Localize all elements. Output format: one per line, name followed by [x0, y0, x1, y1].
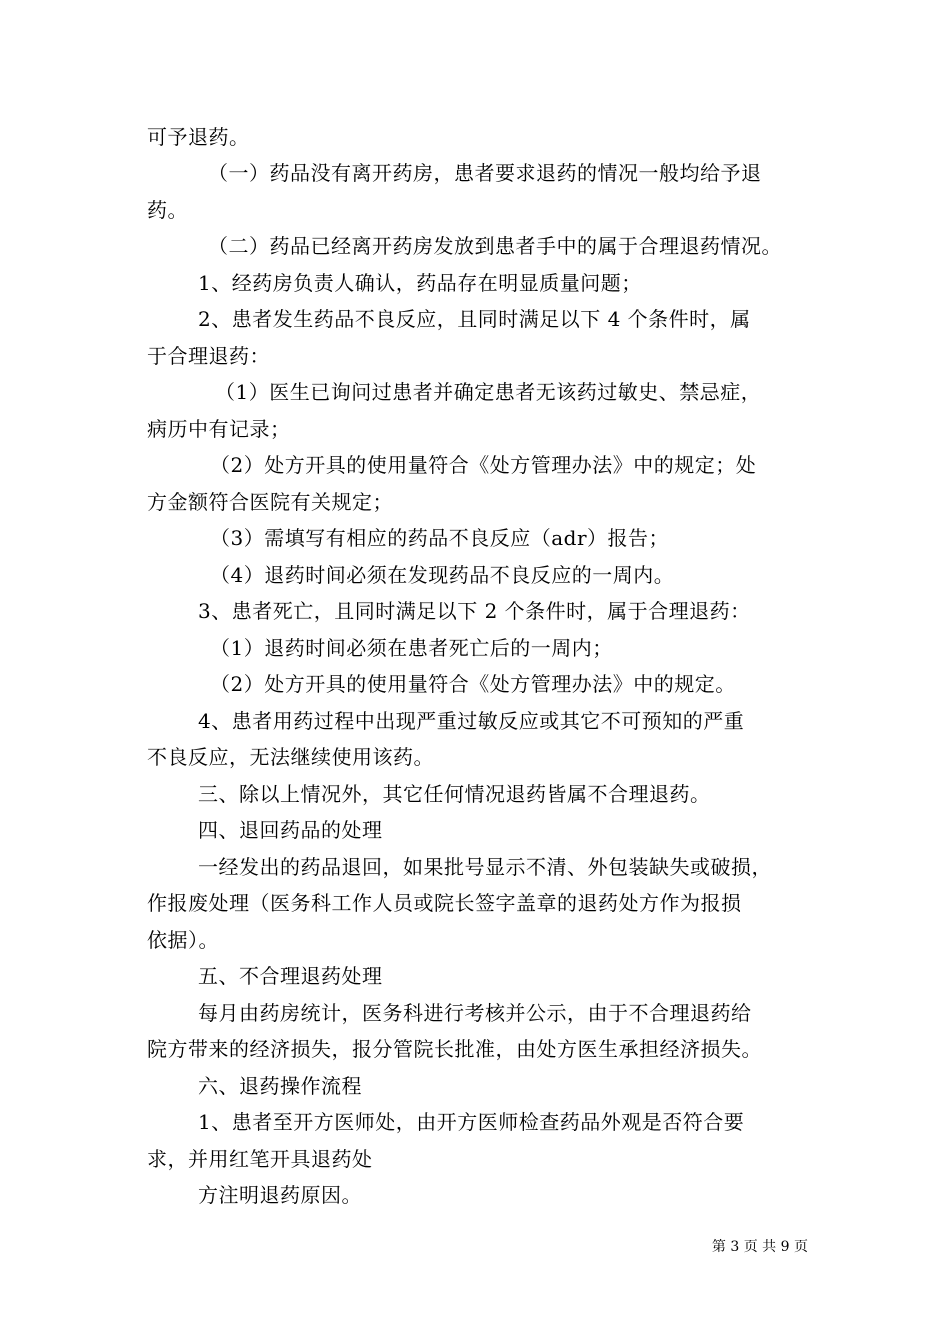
text-line: （4）退药时间必须在发现药品不良反应的一周内。: [210, 563, 675, 587]
text-line: （一）药品没有离开药房，患者要求退药的情况一般均给予退: [208, 161, 762, 185]
text-line: 每月由药房统计，医务科进行考核并公示，由于不合理退药给: [198, 1001, 752, 1025]
text-line: 不良反应，无法继续使用该药。: [147, 745, 434, 769]
text-line: （二）药品已经离开药房发放到患者手中的属于合理退药情况。: [208, 234, 782, 258]
text-line: 药。: [147, 198, 188, 222]
text-line: 依据）。: [147, 928, 219, 952]
text-line: （1）医生已询问过患者并确定患者无该药过敏史、禁忌症，: [215, 380, 762, 404]
text-line: （3）需填写有相应的药品不良反应（adr）报告；: [210, 526, 670, 550]
text-line: 方注明退药原因。: [198, 1183, 362, 1207]
text-line: 1、患者至开方医师处，由开方医师检查药品外观是否符合要: [198, 1110, 745, 1134]
page-number-footer: 第 3 页 共 9 页: [711, 1239, 808, 1255]
text-line: （1）退药时间必须在患者死亡后的一周内；: [210, 636, 613, 660]
text-line: 可予退药。: [147, 125, 250, 149]
text-line: 1、经药房负责人确认，药品存在明显质量问题；: [198, 271, 642, 295]
text-line: 五、不合理退药处理: [198, 964, 383, 988]
text-line: 4、患者用药过程中出现严重过敏反应或其它不可预知的严重: [198, 709, 745, 733]
text-line: 3、患者死亡，且同时满足以下 2 个条件时，属于合理退药：: [198, 599, 751, 623]
text-line: 于合理退药：: [147, 344, 270, 368]
text-line: 一经发出的药品退回，如果批号显示不清、外包装缺失或破损，: [198, 855, 772, 879]
text-line: 2、患者发生药品不良反应，且同时满足以下 4 个条件时，属: [198, 307, 751, 331]
text-line: （2）处方开具的使用量符合《处方管理办法》中的规定。: [210, 672, 736, 696]
text-line: 院方带来的经济损失，报分管院长批准，由处方医生承担经济损失。: [147, 1037, 762, 1061]
text-line: 六、退药操作流程: [198, 1074, 362, 1098]
text-line: （2）处方开具的使用量符合《处方管理办法》中的规定；处: [210, 453, 757, 477]
text-line: 求，并用红笔开具退药处: [147, 1147, 373, 1171]
text-line: 病历中有记录；: [147, 417, 291, 441]
text-line: 作报废处理（医务科工作人员或院长签字盖章的退药处方作为报损: [147, 891, 742, 915]
text-line: 三、除以上情况外，其它任何情况退药皆属不合理退药。: [198, 782, 711, 806]
text-line: 四、退回药品的处理: [198, 818, 383, 842]
text-line: 方金额符合医院有关规定；: [147, 490, 393, 514]
